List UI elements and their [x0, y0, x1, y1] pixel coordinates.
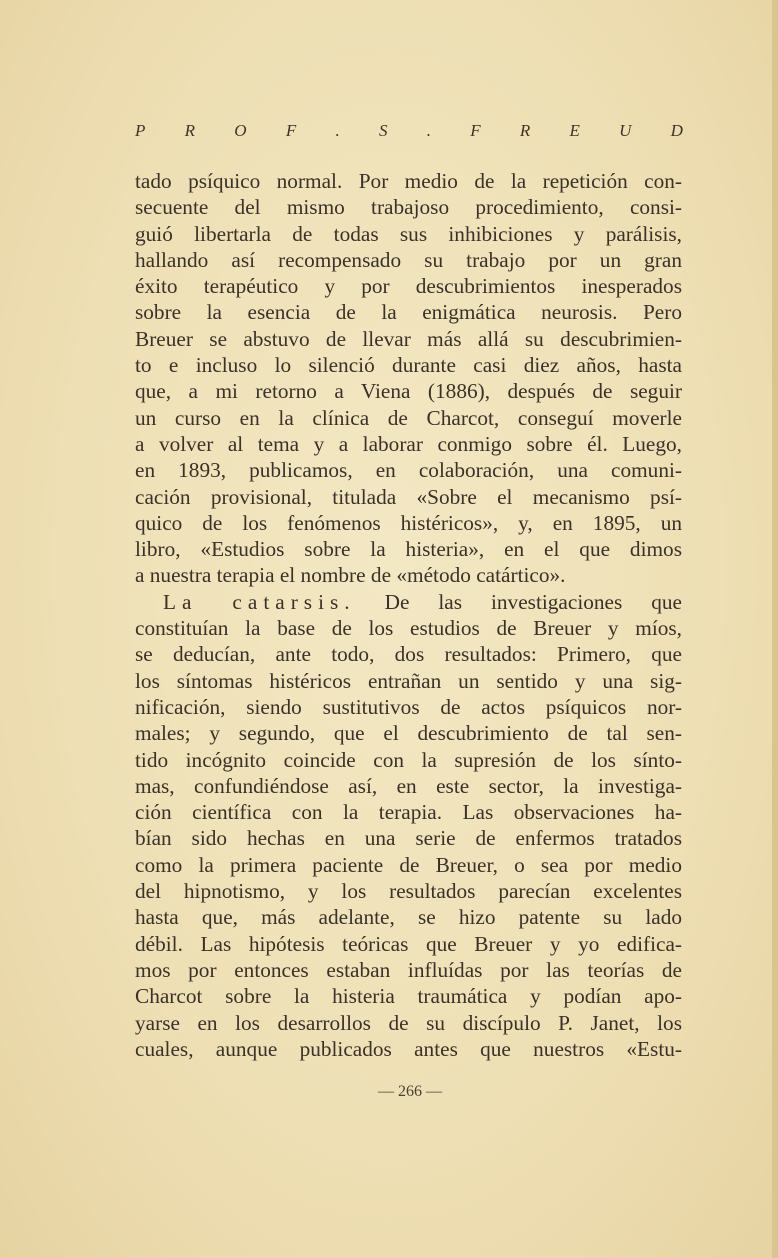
header-letter: S	[378, 121, 388, 140]
text-line: Breuer se abstuvo de llevar más allá su descubrimien-	[135, 326, 682, 351]
text-line: yarse en los desarrollos de su discípulo P. Janet, los	[135, 1010, 682, 1035]
text-line: cuales, aunque publicados antes que nuestros «Estu-	[135, 1036, 682, 1061]
page-number: — 266 —	[378, 1083, 442, 1100]
text-line: tido incógnito coincide con la supresión de los sínto-	[135, 747, 682, 772]
header-letter: .	[335, 121, 340, 140]
text-line: éxito terapéutico y por descubrimientos inesperados	[135, 274, 682, 299]
text-line: se deducían, ante todo, dos resultados: Primero, que	[135, 642, 682, 667]
text-line: hasta que, más adelante, se hizo patente su lado	[135, 905, 682, 930]
text-line: cación provisional, titulada «Sobre el mecanismo psí-	[135, 484, 682, 509]
text-line: sobre la esencia de la enigmática neurosis. Pero	[135, 300, 682, 325]
text-line: a volver al tema y a laborar conmigo sobre él. Luego,	[135, 431, 682, 456]
text-line: mas, confundiéndose así, en este sector, la investiga-	[135, 773, 682, 798]
header-letter: F	[285, 121, 297, 140]
text-line: mos por entonces estaban influídas por las teorías de	[135, 957, 682, 982]
text-line: quico de los fenómenos histéricos», y, en 1895, un	[135, 510, 682, 535]
text-line: del hipnotismo, y los resultados parecían excelentes	[135, 879, 682, 904]
text-line: tado psíquico normal. Por medio de la repetición con-	[135, 169, 682, 193]
section-first-line	[135, 589, 682, 615]
header-letter: F	[470, 121, 481, 140]
text-line: secuente del mismo trabajoso procedimiento, consi-	[135, 195, 682, 220]
body-text	[135, 168, 682, 1062]
text-line: ción científica con la terapia. Las observaciones ha-	[135, 800, 682, 825]
text-line: hallando así recompensado su trabajo por un gran	[135, 247, 682, 272]
header-letter: R	[519, 121, 531, 140]
text-line: como la primera paciente de Breuer, o sea por medio	[135, 852, 682, 877]
text-line: nificación, siendo sustitutivos de actos psíquicos nor-	[135, 694, 682, 719]
text-line: to e incluso lo silenció durante casi diez años, hasta	[135, 353, 682, 378]
section-first-line-text: De las investigaciones que	[384, 589, 682, 614]
section-title: La catarsis.	[163, 589, 356, 614]
text-line: bían sido hechas en una serie de enfermos tratados	[135, 826, 682, 851]
header-letter: U	[619, 121, 632, 140]
text-line: débil. Las hipótesis teóricas que Breuer y yo edifica-	[135, 931, 682, 956]
text-line: males; y segundo, que el descubrimiento de tal sen-	[135, 721, 682, 746]
running-header	[135, 121, 683, 141]
header-letter: P	[135, 121, 146, 140]
text-line: libro, «Estudios sobre la histeria», en el que dimos	[135, 537, 682, 562]
header-letter: E	[569, 121, 580, 140]
text-line: constituían la base de los estudios de Breuer y míos,	[135, 616, 682, 641]
text-line: guió libertarla de todas sus inhibiciones y parálisis,	[135, 221, 682, 246]
page-edge	[772, 0, 778, 1258]
header-letter: O	[234, 121, 247, 140]
header-letter: R	[184, 121, 196, 140]
text-line: Charcot sobre la histeria traumática y podían apo-	[135, 984, 682, 1009]
header-letter: D	[670, 121, 683, 140]
text-line: los síntomas histéricos entrañan un sentido y una sig-	[135, 668, 682, 693]
text-line: en 1893, publicamos, en colaboración, una comuni-	[135, 458, 682, 483]
text-line: un curso en la clínica de Charcot, conseguí moverle	[135, 405, 682, 430]
header-letter: .	[426, 121, 431, 140]
text-line: a nuestra terapia el nombre de «método catártico».	[135, 563, 566, 588]
text-line: que, a mi retorno a Viena (1886), después de seguir	[135, 379, 682, 404]
